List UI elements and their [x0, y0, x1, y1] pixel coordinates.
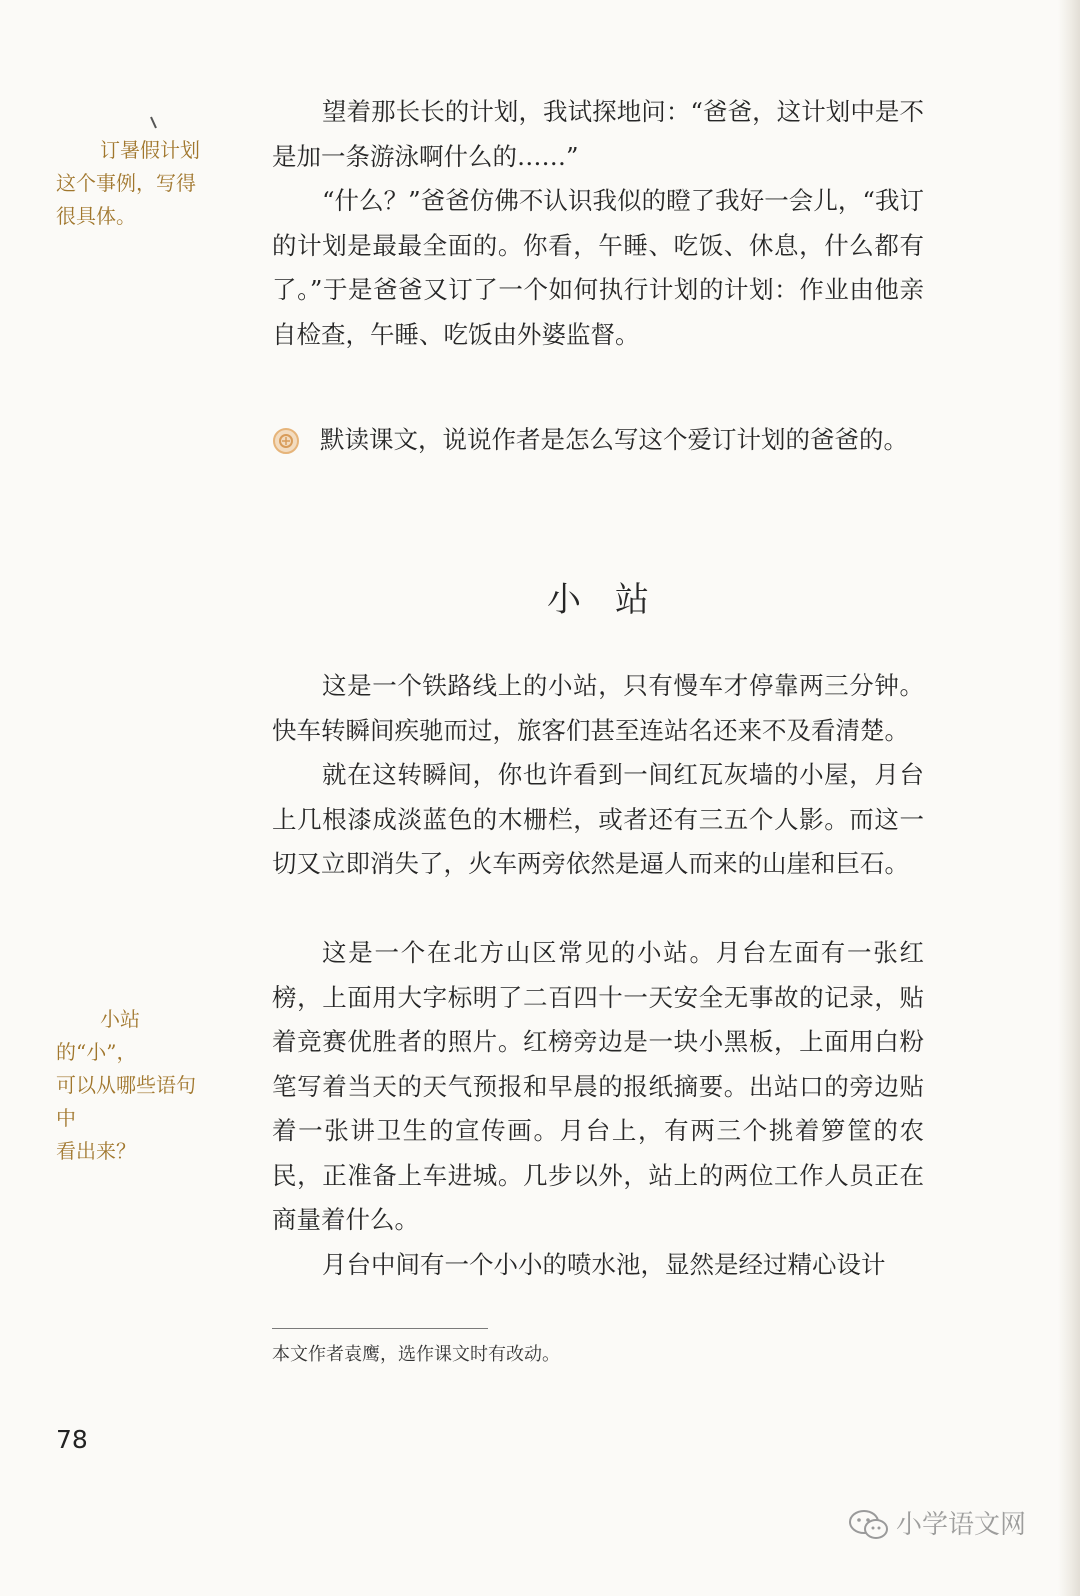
pencil-mark-icon	[150, 116, 158, 130]
reading-exercise	[272, 418, 932, 462]
footnote: 本文作者袁鹰，选作课文时有改动。	[272, 1344, 560, 1365]
page-edge	[1058, 0, 1080, 1596]
side-note-station	[56, 1003, 214, 1168]
paragraph: 就在这转瞬间，你也许看到一间红瓦灰墙的小屋，月台上几根漆成淡蓝色的木栅栏，或者还有三五个人影。而这一切又立即消失了，火车两旁依然是逼人而来的山崖和巨石。	[272, 760, 924, 878]
side-note-plan	[56, 134, 214, 233]
paragraph: 这是一个在北方山区常见的小站。月台左面有一张红榜，上面用大字标明了二百四十一天安全无事故的记录，贴着竞赛优胜者的照片。红榜旁边是一块小黑板，上面用白粉笔写着当天的天气预报和早晨的报纸摘要。出站口的旁边贴着一张讲卫生的宣传画。月台上，有两三个挑着箩筐的农民，正准备上车进城。几步以外，站上的两位工作人员正在商量着什么。	[272, 938, 924, 1234]
side-note-line: 这个事例，写得	[56, 171, 196, 195]
side-note-line: 很具体。	[56, 204, 136, 228]
side-note-line: 可以从哪些语句中	[56, 1073, 196, 1130]
side-note-line: 订暑假计划	[100, 138, 200, 162]
watermark-text: 小学语文网	[896, 1510, 1027, 1540]
paragraph: 月台中间有一个小小的喷水池，显然是经过精心设计	[322, 1250, 886, 1279]
side-note-line: 看出来？	[56, 1139, 136, 1163]
paragraph: 望着那长长的计划，我试探地问：“爸爸，这计划中是不是加一条游泳啊什么的……”	[272, 97, 924, 171]
wechat-icon	[848, 1509, 890, 1541]
side-note-line: 小站的“小”，	[56, 1007, 140, 1064]
footnote-divider	[272, 1328, 488, 1329]
paragraph: 这是一个铁路线上的小站，只有慢车才停靠两三分钟。快车转瞬间疾驰而过，旅客们甚至连站名还来不及看清楚。	[272, 671, 924, 745]
paragraph: “什么？”爸爸仿佛不认识我似的瞪了我好一会儿，“我订的计划是最最全面的。你看，午睡、吃饭、休息，什么都有了。”于是爸爸又订了一个如何执行计划的计划：作业由他亲自检查，午睡、吃饭由外婆监督。	[272, 186, 924, 349]
lesson-marker-icon	[272, 427, 300, 455]
page-number: 78	[56, 1425, 88, 1454]
exercise-text: 默读课文，说说作者是怎么写这个爱订计划的爸爸的。	[320, 425, 908, 454]
lesson-title: 小 站	[547, 580, 649, 620]
